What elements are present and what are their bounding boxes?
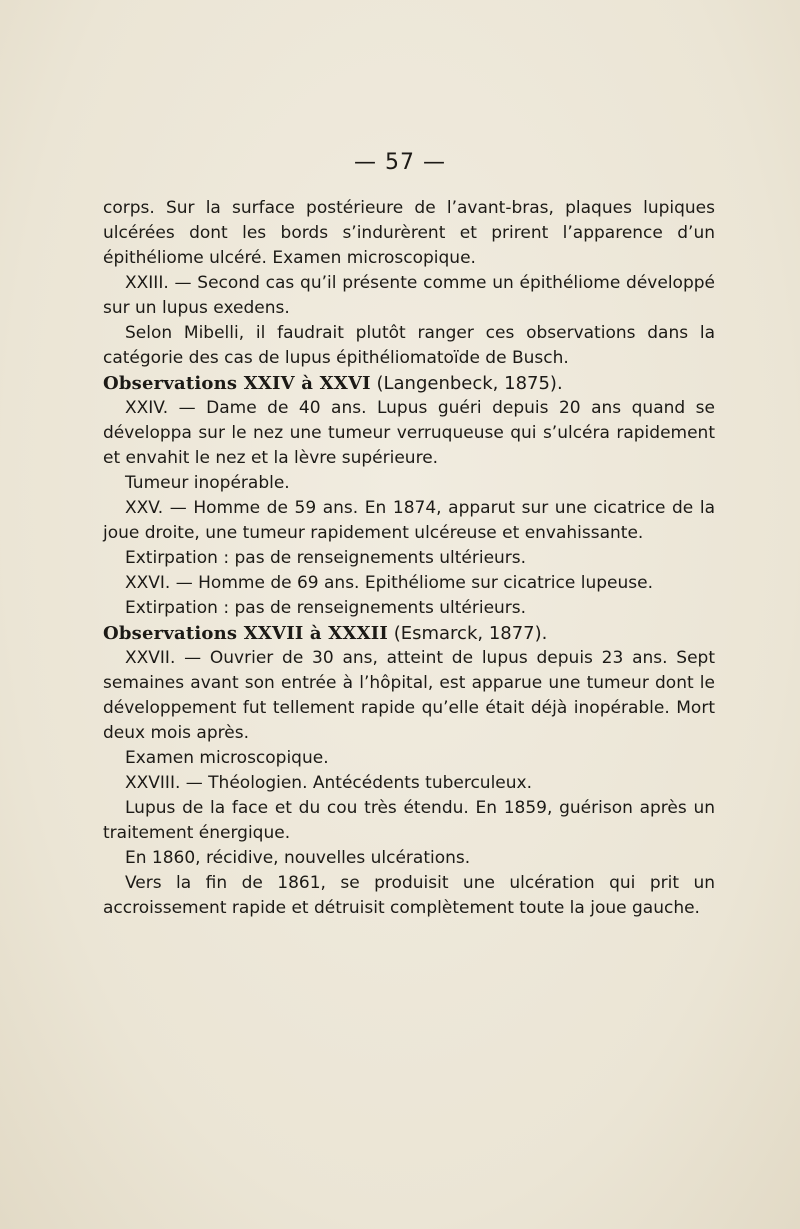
paragraph: XXV. — Homme de 59 ans. En 1874, apparut sur une cicatrice de la joue droite, une tumeur rapidement ulcéreuse et envahissante. [103, 498, 715, 543]
paragraph: Vers la fin de 1861, se produisit une ulcération qui prit un accroissement rapide et détruisit complètement toute la joue gauche. [103, 873, 715, 918]
section-heading-title: Observations XXVII à XXXII [103, 623, 388, 644]
paragraph: Examen microscopique. [125, 748, 329, 768]
paragraph: Extirpation : pas de renseignements ultérieurs. [125, 548, 527, 568]
body-text [103, 196, 715, 921]
page-number: — 57 — [354, 150, 446, 175]
paragraph: XXVII. — Ouvrier de 30 ans, atteint de lupus depuis 23 ans. Sept semaines avant son entrée à l’hôpital, est apparue une tumeur dont le développement fut tellement rapide qu’elle était déjà inopérable. Mort deux mois après. [103, 648, 715, 743]
paragraph: corps. Sur la surface postérieure de l’avant-bras, plaques lupiques ulcérées dont les bords s’indurèrent et prirent l’apparence d’un épithéliome ulcéré. Examen microscopique. [103, 198, 715, 268]
section-heading [103, 621, 715, 646]
paragraph: XXVI. — Homme de 69 ans. Epithéliome sur cicatrice lupeuse. [125, 573, 653, 593]
section-heading-source: (Langenbeck, 1875). [370, 373, 563, 394]
paragraph: Extirpation : pas de renseignements ultérieurs. [125, 598, 527, 618]
section-heading-title: Observations XXIV à XXVI [103, 373, 371, 394]
section-heading-source: (Esmarck, 1877). [387, 623, 548, 644]
section-heading [103, 371, 715, 396]
paragraph: XXIII. — Second cas qu’il présente comme un épithéliome développé sur un lupus exedens. [103, 273, 715, 318]
paragraph: Selon Mibelli, il faudrait plutôt ranger ces observations dans la catégorie des cas de lupus épithéliomatoïde de Busch. [103, 323, 715, 368]
paragraph: En 1860, récidive, nouvelles ulcérations. [125, 848, 471, 868]
paragraph: XXVIII. — Théologien. Antécédents tuberculeux. [125, 773, 533, 793]
paragraph: XXIV. — Dame de 40 ans. Lupus guéri depuis 20 ans quand se développa sur le nez une tumeur verruqueuse qui s’ulcéra rapidement et envahit le nez et la lèvre supérieure. [103, 398, 715, 468]
paragraph: Tumeur inopérable. [125, 473, 290, 493]
paragraph: Lupus de la face et du cou très étendu. En 1859, guérison après un traitement énergique. [103, 798, 715, 843]
